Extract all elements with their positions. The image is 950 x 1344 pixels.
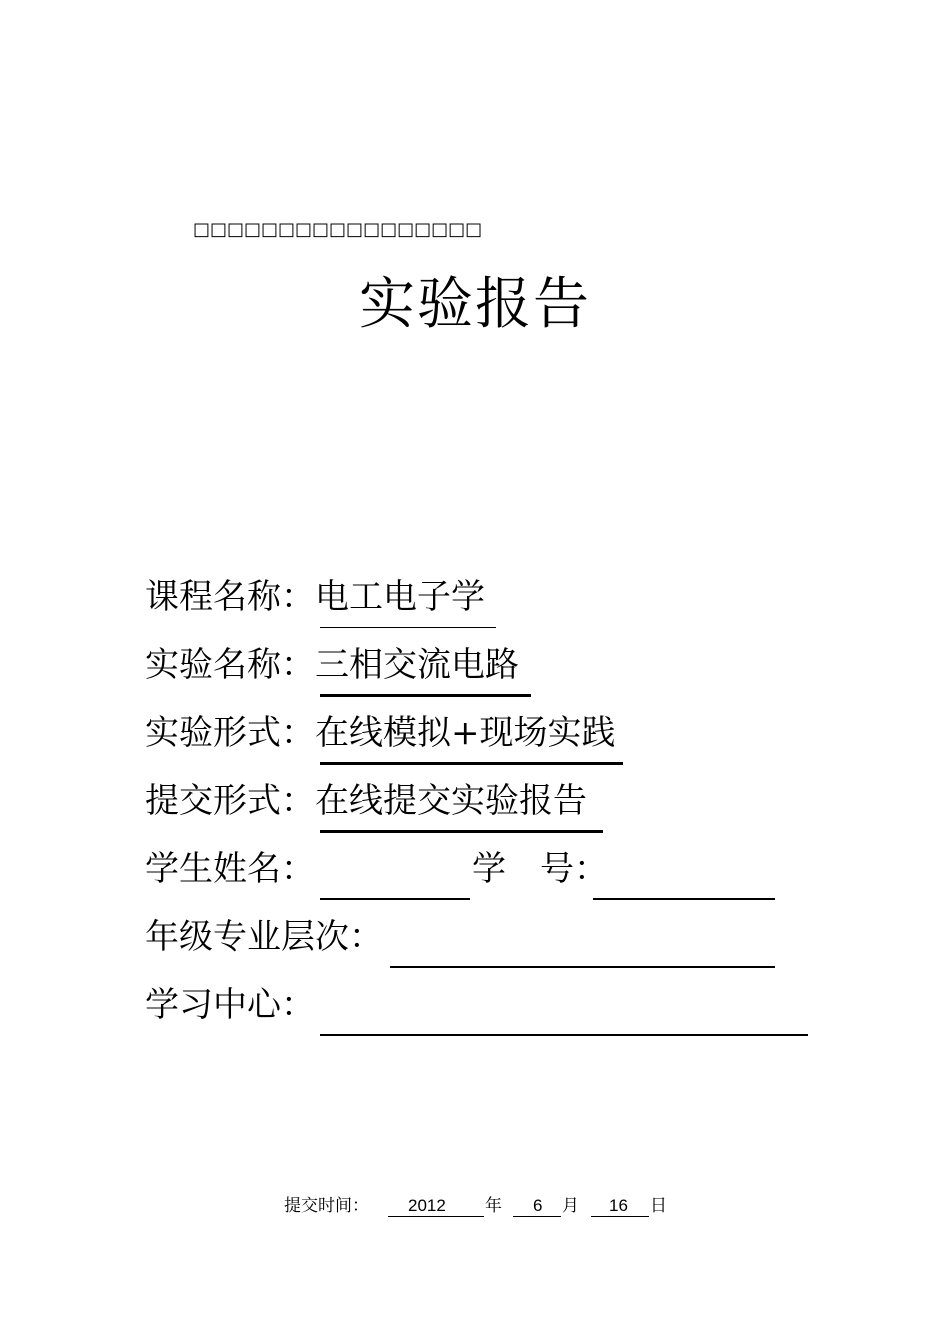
- submission-month: 6: [533, 1196, 543, 1215]
- submission-day-underline: [591, 1216, 649, 1217]
- submit-form-value: 在线提交实验报告: [315, 781, 587, 821]
- grade-major-label: 年级专业层次：: [145, 917, 383, 957]
- grade-major-underline: [390, 966, 775, 968]
- university-name: □□□□□□□□□□□□□□□□□: [193, 219, 483, 240]
- report-title: 实验报告: [359, 272, 591, 337]
- study-center-label: 学习中心：: [145, 985, 315, 1025]
- experiment-name-field: [145, 641, 519, 689]
- submission-day: 16: [609, 1196, 628, 1215]
- course-field: [145, 573, 485, 621]
- study-center-underline: [320, 1034, 808, 1036]
- course-value: 电工电子学: [315, 577, 485, 617]
- student-name-underline: [320, 898, 470, 900]
- submission-day-unit: 日: [650, 1196, 667, 1216]
- experiment-form-field: [145, 709, 616, 757]
- experiment-name-underline: [320, 694, 531, 697]
- submission-year: 2012: [408, 1196, 446, 1215]
- submission-year-underline: [388, 1216, 484, 1217]
- experiment-name-value: 三相交流电路: [315, 645, 519, 685]
- course-label: 课程名称：: [145, 577, 315, 617]
- experiment-form-label: 实验形式：: [145, 713, 315, 753]
- experiment-name-label: 实验名称：: [145, 645, 315, 685]
- experiment-form-underline: [320, 762, 623, 765]
- submission-year-unit: 年: [485, 1196, 502, 1216]
- student-id-label: 学 号：: [472, 849, 608, 889]
- student-name-label: 学生姓名：: [145, 849, 315, 889]
- submission-time-label: 提交时间：: [284, 1196, 369, 1216]
- submit-form-field: [145, 777, 587, 825]
- submit-form-underline: [320, 830, 603, 833]
- study-center-field: [145, 981, 315, 1029]
- submission-month-unit: 月: [562, 1196, 579, 1216]
- submit-form-label: 提交形式：: [145, 781, 315, 821]
- submission-month-underline: [513, 1216, 561, 1217]
- course-underline: [320, 627, 496, 628]
- grade-major-field: [145, 913, 383, 961]
- student-id-underline: [593, 898, 775, 900]
- student-name-field: [145, 845, 315, 893]
- experiment-form-value: 在线模拟+现场实践: [315, 713, 616, 753]
